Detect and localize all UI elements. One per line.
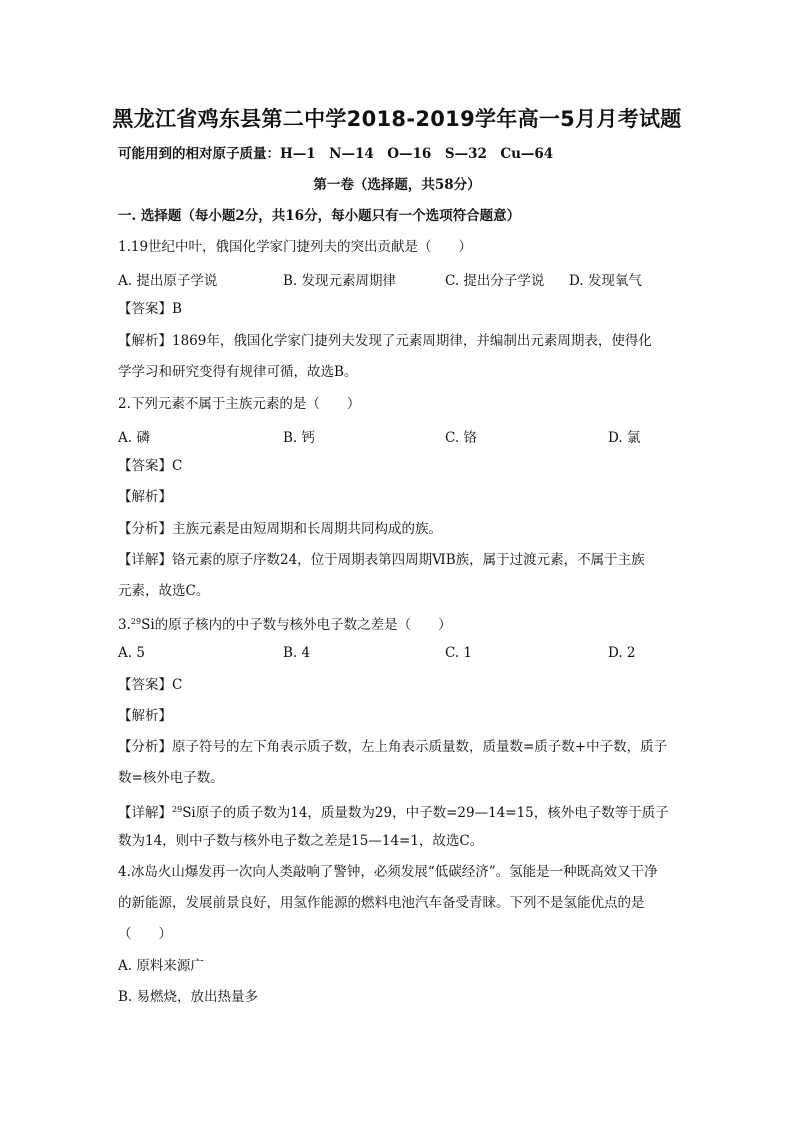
q1-option-c: C. 提出分子学说 [445, 273, 545, 289]
q3-stem-text: Si的原子核内的中子数与核外电子数之差是（ ） [141, 617, 452, 633]
question-4-stem-line-2: 的新能源，发展前景良好，用氢作能源的燃料电池汽车备受青睐。下列不是氢能优点的是 [118, 895, 645, 911]
q3-fenxi-line-1: 【分析】原子符号的左下角表示质子数，左上角表示质量数，质量数=质子数+中子数，质子 [118, 739, 668, 755]
q3-mass-number: 29 [130, 617, 142, 626]
q3-detail-line-2: 数为14，则中子数与核外电子数之差是15—14=1，故选C。 [118, 833, 484, 849]
q2-option-d: D. 氯 [608, 430, 641, 446]
q2-fenxi: 【分析】主族元素是由短周期和长周期共同构成的族。 [118, 521, 442, 537]
q1-option-a: A. 提出原子学说 [118, 273, 218, 289]
q1-option-d: D. 发现氧气 [569, 273, 642, 289]
q3-fenxi-line-2: 数=核外电子数。 [118, 770, 224, 786]
q2-jiexi-label: 【解析】 [118, 489, 172, 505]
q3-option-a: A. 5 [118, 645, 145, 661]
q3-option-d: D. 2 [608, 645, 636, 661]
q3-detail-mass-number: 29 [172, 805, 183, 814]
question-2-stem: 2.下列元素不属于主族元素的是（ ） [118, 396, 361, 412]
q1-analysis-line-1: 【解析】1869年，俄国化学家门捷列夫发现了元素周期律，并编制出元素周期表，使得化 [118, 333, 652, 349]
q3-detail-label: 【详解】 [118, 805, 172, 821]
q3-jiexi-label: 【解析】 [118, 708, 172, 724]
q2-option-a: A. 磷 [118, 430, 150, 446]
q2-option-c: C. 铬 [445, 430, 477, 446]
q4-option-b: B. 易燃烧，放出热量多 [118, 989, 259, 1005]
question-4-stem-line-1: 4.冰岛火山爆发再一次向人类敲响了警钟，必须发展“低碳经济”。氢能是一种既高效又干净 [118, 864, 658, 880]
q3-option-b: B. 4 [283, 645, 311, 661]
q3-detail-line-1 [118, 801, 678, 822]
q3-option-c: C. 1 [445, 645, 473, 661]
question-3-stem [118, 613, 678, 634]
q3-number: 3. [118, 617, 131, 633]
q2-detail-line-2: 元素，故选C。 [118, 583, 210, 599]
q3-detail-text: Si原子的质子数为14，质量数为29，中子数=29—14=15，核外电子数等于质子 [182, 805, 669, 821]
q3-answer: 【答案】C [118, 677, 183, 693]
exam-title: 黑龙江省鸡东县第二中学2018-2019学年高一5月月考试题 [112, 107, 682, 131]
q2-detail-line-1: 【详解】铬元素的原子序数24，位于周期表第四周期ⅥB族，属于过渡元素，不属于主族 [118, 552, 645, 568]
q2-answer: 【答案】C [118, 458, 183, 474]
section-one-heading: 一. 选择题（每小题2分，共16分，每小题只有一个选项符合题意） [118, 208, 521, 224]
part-one-heading: 第一卷（选择题，共58分） [313, 177, 481, 193]
q1-option-b: B. 发现元素周期律 [283, 273, 397, 289]
q4-option-a: A. 原料来源广 [118, 958, 204, 974]
atomic-mass-line: 可能用到的相对原子质量：H—1 N—14 O—16 S—32 Cu—64 [118, 146, 554, 162]
q2-option-b: B. 钙 [283, 430, 316, 446]
q1-analysis-line-2: 学学习和研究变得有规律可循，故选B。 [118, 364, 358, 380]
question-4-stem-line-3: （ ） [118, 926, 172, 942]
q1-answer: 【答案】B [118, 301, 182, 317]
question-1-stem: 1.19世纪中叶，俄国化学家门捷列夫的突出贡献是（ ） [118, 239, 473, 255]
